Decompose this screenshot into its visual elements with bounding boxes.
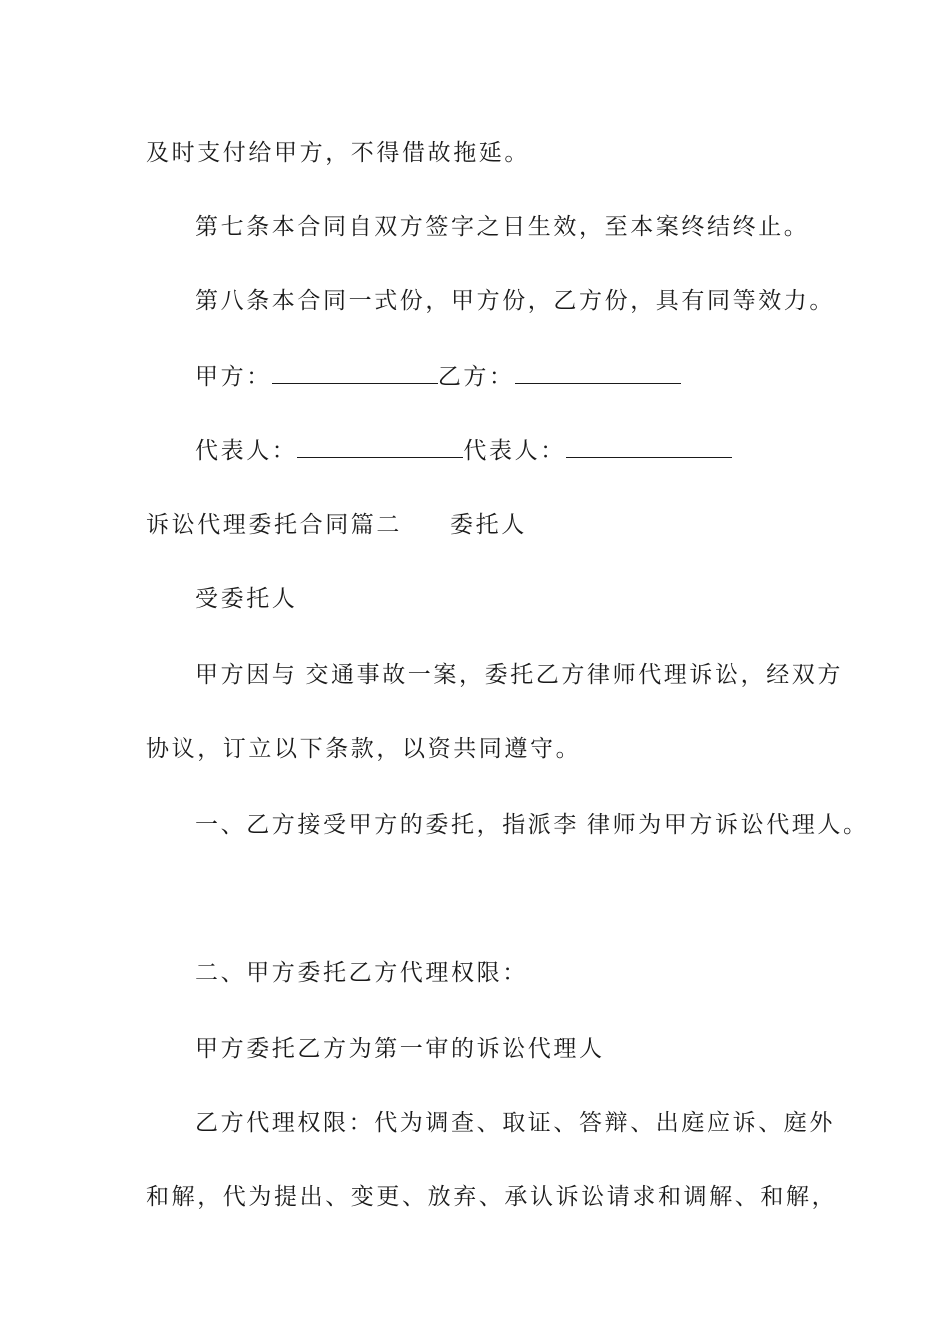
paragraph-clause-one bbox=[195, 810, 869, 840]
paragraph-case-intro bbox=[195, 660, 843, 690]
contract-title: 诉讼代理委托合同篇二 bbox=[146, 512, 402, 538]
paragraph-clause-two: 二、甲方委托乙方代理权限： bbox=[195, 960, 528, 986]
agent-label: 受委托人 bbox=[195, 586, 298, 612]
case-intro-part1: 甲方因与 bbox=[195, 662, 298, 688]
paragraph-payment-clause: 及时支付给甲方，不得借故拖延。 bbox=[146, 140, 530, 166]
signature-line-representatives bbox=[195, 436, 732, 466]
paragraph-case-intro-cont: 协议，订立以下条款，以资共同遵守。 bbox=[146, 736, 582, 762]
paragraph-authority-cont: 和解，代为提出、变更、放弃、承认诉讼请求和调解、和解， bbox=[146, 1184, 838, 1210]
section-heading bbox=[146, 510, 527, 540]
paragraph-first-instance: 甲方委托乙方为第一审的诉讼代理人 bbox=[195, 1036, 605, 1062]
case-intro-part2: 交通事故一案，委托乙方律师代理诉讼，经双方 bbox=[305, 662, 844, 688]
clause-one-part2: 律师为甲方诉讼代理人。 bbox=[587, 812, 869, 838]
paragraph-article-eight: 第八条本合同一式份，甲方份，乙方份，具有同等效力。 bbox=[195, 288, 835, 314]
rep-b-signature-blank bbox=[566, 437, 732, 458]
rep-b-label: 代表人： bbox=[463, 438, 566, 464]
rep-a-label: 代表人： bbox=[195, 438, 298, 464]
party-a-label: 甲方： bbox=[195, 364, 272, 390]
paragraph-article-seven: 第七条本合同自双方签字之日生效，至本案终结终止。 bbox=[195, 214, 810, 240]
signature-line-parties bbox=[195, 362, 681, 392]
party-b-signature-blank bbox=[515, 363, 681, 384]
party-a-signature-blank bbox=[272, 363, 438, 384]
rep-a-signature-blank bbox=[297, 437, 463, 458]
party-b-label: 乙方： bbox=[437, 364, 515, 390]
clause-one-part1: 一、乙方接受甲方的委托，指派李 bbox=[195, 812, 579, 838]
client-label: 委托人 bbox=[450, 512, 527, 538]
paragraph-authority: 乙方代理权限：代为调查、取证、答辩、出庭应诉、庭外 bbox=[195, 1110, 835, 1136]
